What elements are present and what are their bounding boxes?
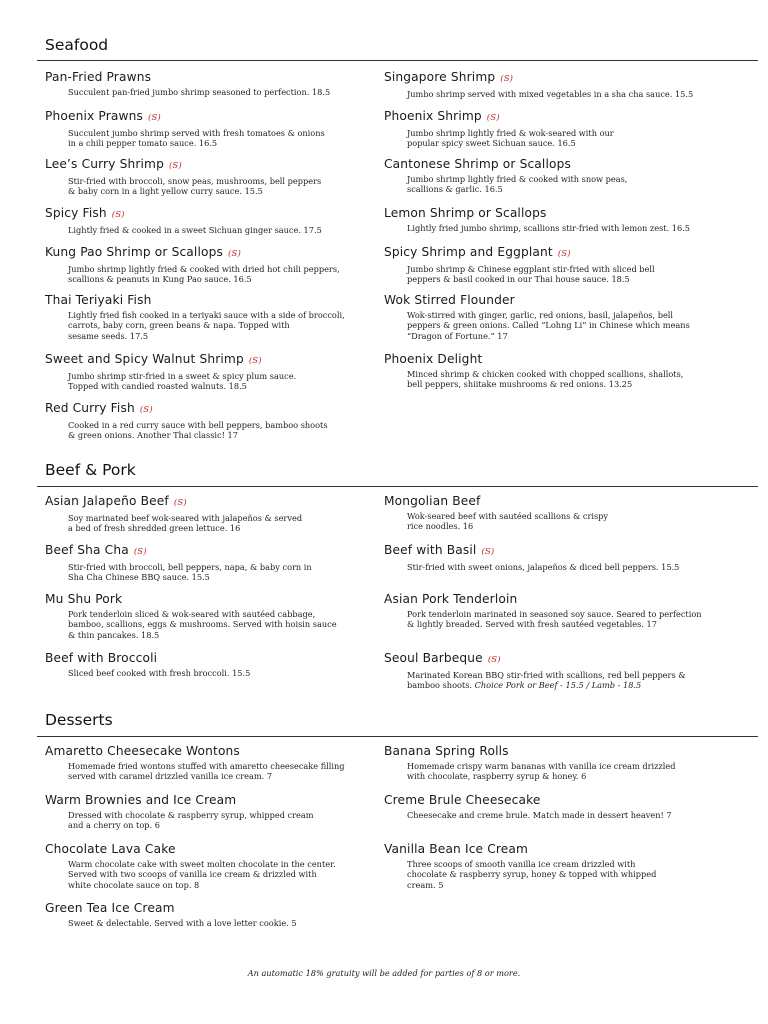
menu-item bbox=[384, 651, 754, 691]
menu-item bbox=[45, 70, 380, 97]
item-description: Pork tenderloin sliced & wok-seared with sautéed cabbage, bamboo, scallions, eggs & mushrooms. Served with hoisin sauce & thin pancakes. 18.5 bbox=[68, 609, 337, 640]
menu-item bbox=[45, 543, 380, 583]
menu-item bbox=[45, 842, 380, 890]
item-description: Succulent jumbo shrimp served with fresh tomatoes & onions in a chili pepper tomato sauce. 16.5 bbox=[68, 128, 325, 149]
item-name: Mongolian Beef bbox=[384, 494, 481, 508]
item-name: Phoenix Shrimp bbox=[384, 109, 482, 123]
spicy-marker: (S) bbox=[228, 249, 241, 259]
menu-item bbox=[384, 494, 754, 532]
item-name: Spicy Fish bbox=[45, 206, 107, 220]
spicy-marker: (S) bbox=[133, 547, 147, 557]
menu-item bbox=[45, 651, 380, 678]
section-title-seafood: Seafood bbox=[45, 36, 109, 54]
item-name: Lee’s Curry Shrimp bbox=[45, 157, 164, 171]
item-description: Sliced beef cooked with fresh broccoli. 15.5 bbox=[68, 668, 251, 678]
item-description: Three scoops of smooth vanilla ice cream drizzled with chocolate & raspberry syrup, honey & topped with whipped cream. 5 bbox=[407, 859, 657, 890]
item-name: Creme Brule Cheesecake bbox=[384, 793, 541, 807]
section-divider bbox=[37, 736, 758, 737]
item-name: Red Curry Fish bbox=[45, 401, 135, 415]
menu-item bbox=[384, 293, 754, 341]
item-name: Seoul Barbeque bbox=[384, 651, 483, 665]
item-name: Wok Stirred Flounder bbox=[384, 293, 515, 307]
menu-item bbox=[384, 744, 754, 782]
spicy-marker: (S) bbox=[557, 249, 571, 259]
item-description: Stir-fried with sweet onions, jalapeños & diced bell peppers. 15.5 bbox=[407, 562, 680, 572]
item-description: Jumbo shrimp served with mixed vegetables in a sha cha sauce. 15.5 bbox=[407, 89, 694, 99]
item-description: Lightly fried fish cooked in a teriyaki sauce with a side of broccoli, carrots, baby corn, green beans & napa. Topped with sesame seeds. 17.5 bbox=[68, 310, 345, 341]
item-name: Green Tea Ice Cream bbox=[45, 901, 175, 915]
menu-item bbox=[384, 206, 754, 233]
menu-item bbox=[384, 157, 754, 195]
item-name: Sweet and Spicy Walnut Shrimp bbox=[45, 352, 244, 366]
item-name: Amaretto Cheesecake Wontons bbox=[45, 744, 240, 758]
spicy-marker: (S) bbox=[248, 356, 262, 366]
spicy-marker: (S) bbox=[111, 210, 125, 220]
choice-pricing: Choice Pork or Beef - 15.5 / Lamb - 18.5 bbox=[474, 680, 642, 691]
menu-item bbox=[45, 157, 380, 197]
spicy-marker: (S) bbox=[173, 498, 187, 508]
item-description: Wok-stirred with ginger, garlic, red onions, basil, jalapeños, bell peppers & green onions. Called “Lohng Li” in Chinese which means “Dragon of Fortune.” 17 bbox=[407, 310, 690, 341]
item-name: Thai Teriyaki Fish bbox=[45, 293, 152, 307]
section-divider bbox=[37, 486, 758, 487]
menu-item bbox=[45, 901, 380, 928]
spicy-marker: (S) bbox=[500, 74, 514, 84]
spicy-marker: (S) bbox=[168, 161, 182, 171]
spicy-marker: (S) bbox=[147, 113, 161, 123]
item-description: Jumbo shrimp lightly fried & cooked with dried hot chili peppers, scallions & peanuts in Kung Pao sauce. 16.5 bbox=[68, 264, 340, 285]
gratuity-footnote: An automatic 18% gratuity will be added for parties of 8 or more. bbox=[247, 968, 521, 978]
item-name: Cantonese Shrimp or Scallops bbox=[384, 157, 571, 171]
section-title-desserts: Desserts bbox=[45, 711, 113, 729]
menu-item bbox=[384, 842, 754, 890]
menu-item bbox=[45, 744, 380, 782]
item-description: Sweet & delectable. Served with a love letter cookie. 5 bbox=[68, 918, 297, 928]
item-name: Beef with Broccoli bbox=[45, 651, 158, 665]
menu-item bbox=[45, 793, 380, 831]
item-description: Jumbo shrimp lightly fried & cooked with snow peas, scallions & garlic. 16.5 bbox=[407, 174, 628, 195]
menu-item bbox=[45, 245, 380, 285]
menu-item bbox=[384, 592, 754, 630]
item-description: Warm chocolate cake with sweet molten chocolate in the center. Served with two scoops of vanilla ice cream & drizzled with white chocolate sauce on top. 8 bbox=[68, 859, 336, 890]
item-name: Asian Jalapeño Beef bbox=[45, 494, 169, 508]
item-name: Asian Pork Tenderloin bbox=[384, 592, 518, 606]
menu-item bbox=[45, 206, 380, 235]
item-name: Mu Shu Pork bbox=[45, 592, 123, 606]
section-divider bbox=[37, 60, 758, 61]
menu-item bbox=[45, 352, 380, 392]
item-description: Wok-seared beef with sautéed scallions & crispy rice noodles. 16 bbox=[407, 511, 609, 532]
item-description: Jumbo shrimp lightly fried & wok-seared with our popular spicy sweet Sichuan sauce. 16.5 bbox=[407, 128, 614, 149]
item-name: Phoenix Prawns bbox=[45, 109, 143, 123]
item-description: Homemade fried wontons stuffed with amaretto cheesecake filling served with caramel drizzled vanilla ice cream. 7 bbox=[68, 761, 345, 782]
item-name: Vanilla Bean Ice Cream bbox=[384, 842, 529, 856]
item-name: Kung Pao Shrimp or Scallops bbox=[45, 245, 223, 259]
menu-item bbox=[384, 109, 754, 149]
item-name: Spicy Shrimp and Eggplant bbox=[384, 245, 553, 259]
item-description: Stir-fried with broccoli, bell peppers, napa, & baby corn in Sha Cha Chinese BBQ sauce. 15.5 bbox=[68, 562, 312, 583]
menu-item bbox=[45, 592, 380, 640]
item-name: Lemon Shrimp or Scallops bbox=[384, 206, 547, 220]
item-description: Cooked in a red curry sauce with bell peppers, bamboo shoots & green onions. Another Thai classic! 17 bbox=[68, 420, 328, 441]
item-name: Beef with Basil bbox=[384, 543, 477, 557]
item-name: Chocolate Lava Cake bbox=[45, 842, 176, 856]
item-description: Soy marinated beef wok-seared with jalapeños & served a bed of fresh shredded green lettuce. 16 bbox=[68, 513, 303, 534]
menu-item bbox=[384, 793, 754, 820]
item-description: Lightly fried jumbo shrimp, scallions stir-fried with lemon zest. 16.5 bbox=[407, 223, 691, 233]
item-description: Marinated Korean BBQ stir-fried with scallions, red bell peppers & bamboo shoots. Choice Pork or Beef - 15.5 / Lamb - 18.5 bbox=[407, 670, 686, 691]
menu-item bbox=[384, 245, 754, 285]
menu-item bbox=[45, 109, 380, 149]
item-name: Banana Spring Rolls bbox=[384, 744, 509, 758]
menu-item bbox=[45, 293, 380, 341]
item-description: Stir-fried with broccoli, snow peas, mushrooms, bell peppers & baby corn in a light yellow curry sauce. 15.5 bbox=[68, 176, 322, 197]
menu-item bbox=[45, 494, 380, 534]
spicy-marker: (S) bbox=[487, 655, 501, 665]
menu-item bbox=[45, 401, 380, 441]
item-description: Lightly fried & cooked in a sweet Sichuan ginger sauce. 17.5 bbox=[68, 225, 322, 235]
item-description: Cheesecake and creme brule. Match made in dessert heaven! 7 bbox=[407, 810, 672, 820]
section-title-beef-pork: Beef & Pork bbox=[45, 461, 136, 479]
item-description: Succulent pan-fried jumbo shrimp seasoned to perfection. 18.5 bbox=[68, 87, 331, 97]
item-name: Beef Sha Cha bbox=[45, 543, 129, 557]
item-name: Pan-Fried Prawns bbox=[45, 70, 152, 84]
menu-item bbox=[384, 70, 754, 99]
item-name: Warm Brownies and Ice Cream bbox=[45, 793, 237, 807]
menu-item bbox=[384, 352, 754, 390]
spicy-marker: (S) bbox=[481, 547, 495, 557]
item-description: Dressed with chocolate & raspberry syrup, whipped cream and a cherry on top. 6 bbox=[68, 810, 314, 831]
item-description: Jumbo shrimp & Chinese eggplant stir-fried with sliced bell peppers & basil cooked in our Thai house sauce. 18.5 bbox=[407, 264, 655, 285]
item-description: Minced shrimp & chicken cooked with chopped scallions, shallots, bell peppers, shiitake mushrooms & red onions. 13.25 bbox=[407, 369, 684, 390]
item-description: Homemade crispy warm bananas with vanilla ice cream drizzled with chocolate, raspberry syrup & honey. 6 bbox=[407, 761, 676, 782]
item-name: Singapore Shrimp bbox=[384, 70, 496, 84]
spicy-marker: (S) bbox=[486, 113, 500, 123]
item-description: Jumbo shrimp stir-fried in a sweet & spicy plum sauce. Topped with candied roasted walnuts. 18.5 bbox=[68, 371, 297, 392]
spicy-marker: (S) bbox=[139, 405, 153, 415]
item-name: Phoenix Delight bbox=[384, 352, 483, 366]
menu-item bbox=[384, 543, 754, 572]
item-description: Pork tenderloin marinated in seasoned soy sauce. Seared to perfection & lightly breaded. Served with fresh sautéed vegetables. 17 bbox=[407, 609, 702, 630]
